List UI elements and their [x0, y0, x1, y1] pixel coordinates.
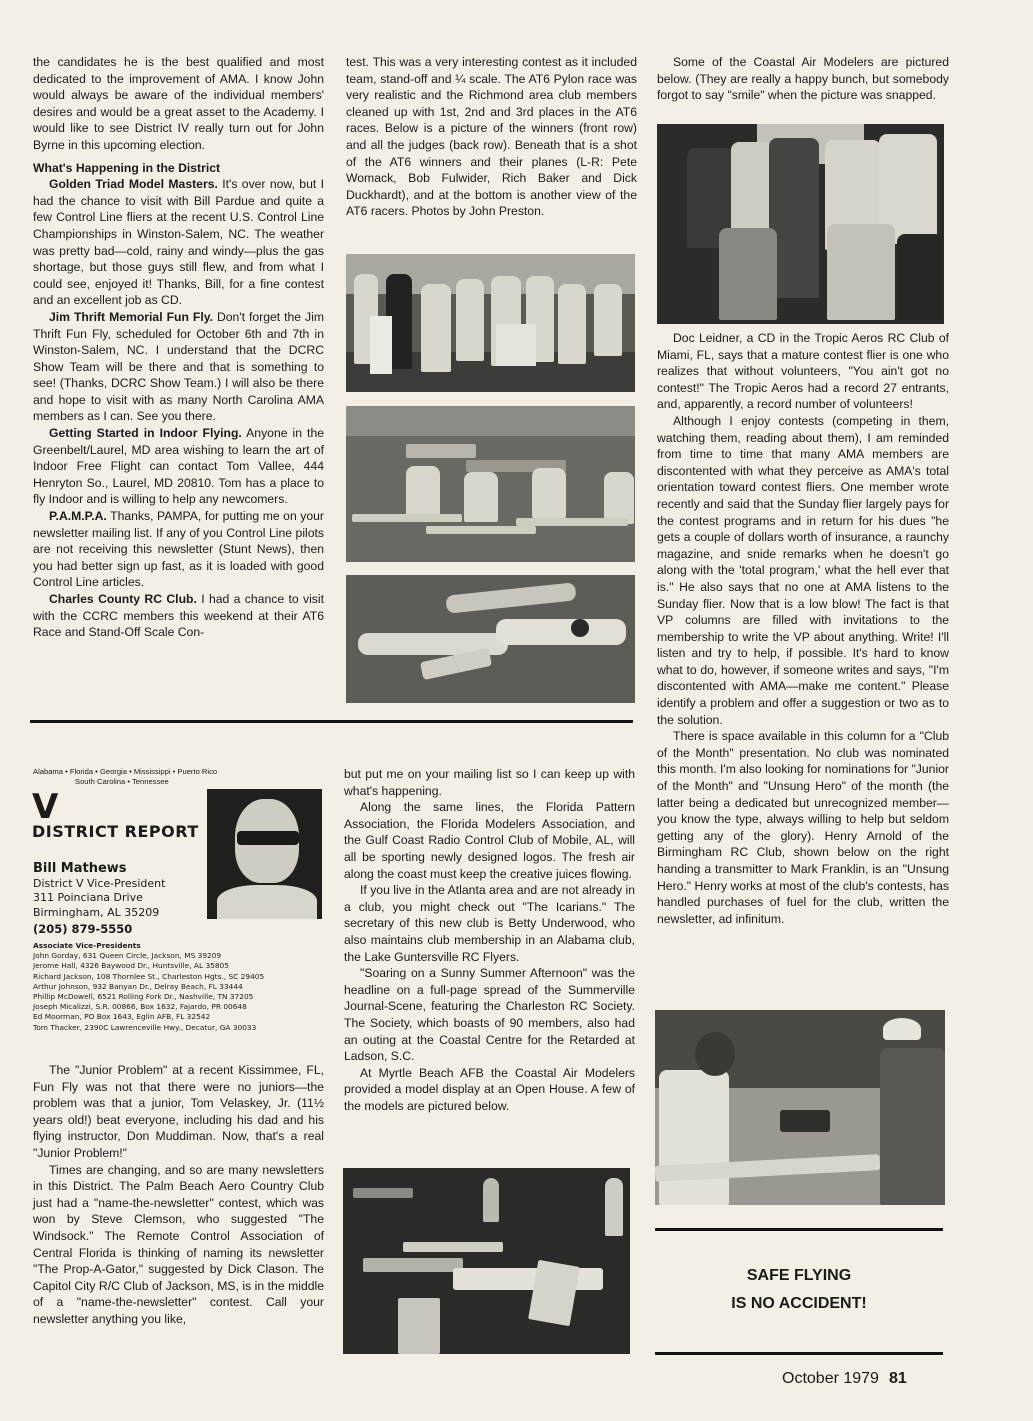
safety-callout [655, 1262, 943, 1318]
column-2-top [346, 54, 637, 220]
assoc-entry: Jerome Hall, 4326 Baywood Dr., Huntsville, AL 35805 [33, 961, 229, 971]
paragraph: Along the same lines, the Florida Pattern Association, the Florida Modelers Association, and the Gulf Coast Radio Control Club of Mobile, AL, will all be sporting newly designed logos. The fresh air along the coast must keep the creative juices flowing. [344, 800, 635, 881]
assoc-entry: Richard Jackson, 108 Thornlee St., Charleston Hgts., SC 29405 [33, 971, 265, 981]
paragraph: test. This was a very interesting contest as it included team, stand-off and ¼ scale. The AT6 Pylon race was very realistic and the Richmond area club members cleaned up with 1st, 2nd and 3rd places in the AT6 races. Below is a picture of the winners (front row) and all the judges (back row). Beneath that is a shot of the AT6 winners and their planes (L-R: Pete Womack, Bob Fulwider, Rich Baker and Dick Duckhardt), and at the bottom is another view of the AT6 racers. Photos by John Preston. [346, 55, 637, 219]
lead-in: Charles County RC Club. [49, 592, 197, 606]
callout-top-rule [655, 1228, 943, 1231]
callout-line-1: SAFE FLYING [746, 1267, 852, 1284]
paragraph: but put me on your mailing list so I can keep up with what's happening. [344, 767, 635, 798]
paragraph: Some of the Coastal Air Modelers are pictured below. (They are really a happy bunch, but somebody forgot to say "smile" when the picture was snapped. [657, 55, 949, 103]
vp-city: Birmingham, AL 35209 [33, 905, 160, 919]
paragraph: Although I enjoy contests (competing in them, watching them, reading about them), I am reminded from time to time that many AMA members are discontented with what they perceive as AMA's total orientation toward contest fliers. One member wrote recently and said that the Sunday flier largely pays for the contest programs and in return for his dues "he gets a couple of dollars worth of insurance, a raunchy magazine, and snide remarks when he doesn't go along with the 'total program,' what the hell ever that is." He also says that no one at AMA listens to the Sunday flier. Now that is a low blow! The fact is that VP columns are filled with invitations to the membership to write the VP about anything. Write! I'll listen and try to help, if possible. It's hard to know what to do, however, if someone writes and says, "I'm discontented with AMA—make me content." Please identify a problem and offer a suggestion or two as to the solution. [657, 413, 949, 727]
vp-phone: (205) 879-5550 [33, 922, 133, 936]
section-heading: What's Happening in the District [33, 160, 221, 175]
assoc-header: Associate Vice-Presidents [33, 941, 141, 950]
assoc-entry: Phillip McDowell, 6521 Rolling Fork Dr., Nashville, TN 37205 [33, 992, 254, 1002]
vp-street: 311 Poinciana Drive [33, 891, 143, 904]
paragraph: Charles County RC Club. I had a chance to visit with the CCRC members this weekend at their AT6 Race and Stand-Off Scale Con- [33, 592, 324, 640]
callout-bottom-rule [655, 1352, 943, 1355]
page-footer [782, 1370, 907, 1388]
district-report-title: DISTRICT REPORT [32, 822, 199, 841]
lead-in: Getting Started in Indoor Flying. [49, 426, 242, 441]
paragraph: P.A.M.P.A. Thanks, PAMPA, for putting me on your newsletter mailing list. If any of you Control Line pilots are not receiving this newsletter (Stunt News), then you had better sign up fast, as it is loaded with good Control Line articles. [33, 509, 324, 590]
at6-racers-photo [346, 575, 635, 703]
vp-name: Bill Mathews [33, 861, 127, 876]
column-3-intro [657, 54, 949, 104]
winners-and-judges-photo [346, 254, 635, 392]
paragraph: the candidates he is the best qualified and most dedicated to the improvement of AMA. I know John would always be aware of the individual members' desires and would be a great asset to the Academy. I would like to see District IV really turn out for John Byrne in this upcoming election. [33, 55, 324, 152]
column-1-top [33, 54, 324, 641]
assoc-entry: Arthur Johnson, 932 Banyan Dr., Delray Beach, FL 33444 [33, 981, 243, 991]
paragraph: There is space available in this column for a "Club of the Month" presentation. No club was nominated this month. I'm also looking for nominations for "Junior of the Month" and "Unsung Hero" of the month (the latter being a dedicated but unrecognized member—you know the type, always willing to help but seldom getting any of the glory). Henry Arnold of the Birmingham RC Club, shown below on the right handing a transmitter to Mark Franklin, is an "Unsung Hero." Henry works at most of the club's contests, has handled purchases of fuel for the club, written the newsletter, ad infinitum. [657, 729, 949, 926]
vp-title: District V Vice-President [33, 876, 166, 890]
at6-winners-with-planes-photo [346, 406, 635, 562]
lead-in: Jim Thrift Memorial Fun Fly. [49, 309, 213, 324]
paragraph: Getting Started in Indoor Flying. Anyone in the Greenbelt/Laurel, MD area wishing to learn the art of Indoor Free Flight can contact Tom Vallee, 444 Henryton So., Laurel, MD 20810. Tom has a place to fly Indoor and is willing to help any newcomers. [33, 426, 324, 507]
callout-line-2: IS NO ACCIDENT! [731, 1295, 867, 1312]
paragraph: At Myrtle Beach AFB the Coastal Air Modelers provided a model display at an Open House. A few of the models are pictured below. [344, 1065, 635, 1113]
assoc-entry: Ed Moorman, PO Box 1643, Eglin AFB, FL 32542 [33, 1012, 211, 1022]
vice-president-contact [33, 862, 203, 937]
issue-date: October 1979 [782, 1370, 879, 1387]
assoc-entry: John Gorday, 631 Queen Circle, Jackson, MS 39209 [33, 951, 222, 961]
bill-mathews-portrait [207, 789, 322, 919]
henry-arnold-transmitter-photo [655, 1010, 945, 1205]
paragraph: Doc Leidner, a CD in the Tropic Aeros RC Club of Miami, FL, says that a mature contest flier is one who realizes that without volunteers, "You ain't got no contest!" The Tropic Aeros had a record 27 entrants, and, apparently, a record number of volunteers! [657, 331, 949, 412]
assoc-entry: Tom Thacker, 2390C Lawrenceville Hwy., Decatur, GA 30033 [33, 1022, 257, 1032]
paragraph: Golden Triad Model Masters. It's over now, but I had the chance to visit with Bill Pardue and quite a few Control Line fliers at the recent U.S. Control Line Championships in Winston-Salem, NC. The weather was pretty bad—cold, rainy and windy—plus the gas shortage, but those guys still flew, and from what I could see, enjoyed it! Thanks, Bill, for a fine contest and an excellent job as CD. [33, 177, 324, 308]
section-divider [30, 720, 633, 723]
assoc-entry: Joseph Micalizzi, S.R. 00866, Box 1632, Fajardo, PR 00648 [33, 1002, 247, 1012]
column-1-bottom [33, 1062, 324, 1328]
paragraph: The "Junior Problem" at a recent Kissimmee, FL, Fun Fly was not that there were no juniors—the problem was that a junior, Tom Velaskey, Jr. (11½ years old!) beat everyone, including his dad and his flying instructor, Don Muddiman. Now, that's a real "Junior Problem!" [33, 1063, 324, 1160]
paragraph: Times are changing, and so are many newsletters in this District. The Palm Beach Aero Country Club just had a "name-the-newsletter" contest, which was won by Steve Clemson, who suggested "The Windsock." The Remote Control Association of Central Florida is thinking of naming its newsletter "The Prop-A-Gator," suggested by Dick Clason. The Capitol City R/C Club of Jackson, MS, is in the middle of a "name-the-newsletter" contest. Call your newsletter anything you like, [33, 1162, 324, 1326]
associate-vice-presidents [33, 941, 328, 1033]
district-numeral: V [32, 787, 59, 827]
district-states: Alabama • Florida • Georgia • Mississippi • Puerto Rico South Carolina • Tennessee [33, 767, 218, 786]
paragraph: Jim Thrift Memorial Fun Fly. Don't forget the Jim Thrift Fun Fly, scheduled for October 6th and 7th in Winston-Salem, NC. I understand that the DCRC Show Team will be there and that is something to see! (Thanks, DCRC Show Team.) I will also be there and hope to visit with as many North Carolina AMA members as I can. See you there. [33, 309, 324, 424]
lead-in: P.A.M.P.A. [49, 509, 107, 524]
paragraph: If you live in the Atlanta area and are not already in a club, you might check out "The Icarians." The secretary of this new club is Betty Underwood, who also maintains club membership in an Alabama club, the Lake Guntersville RC Flyers. [344, 883, 635, 964]
lead-in: Golden Triad Model Masters. [49, 177, 218, 192]
page-number: 81 [888, 1370, 907, 1387]
model-display-photo [343, 1168, 630, 1354]
column-3-body [657, 330, 949, 927]
coastal-air-modelers-group-photo [657, 124, 944, 324]
paragraph: "Soaring on a Sunny Summer Afternoon" was the headline on a full-page spread of the Summerville Journal-Scene, featuring the Charleston RC Society. The Society, which boasts of 90 members, also had an outing at the Coastal Centre for the Retarded at Ladson, S.C. [344, 966, 635, 1064]
column-2-bottom [344, 766, 635, 1114]
